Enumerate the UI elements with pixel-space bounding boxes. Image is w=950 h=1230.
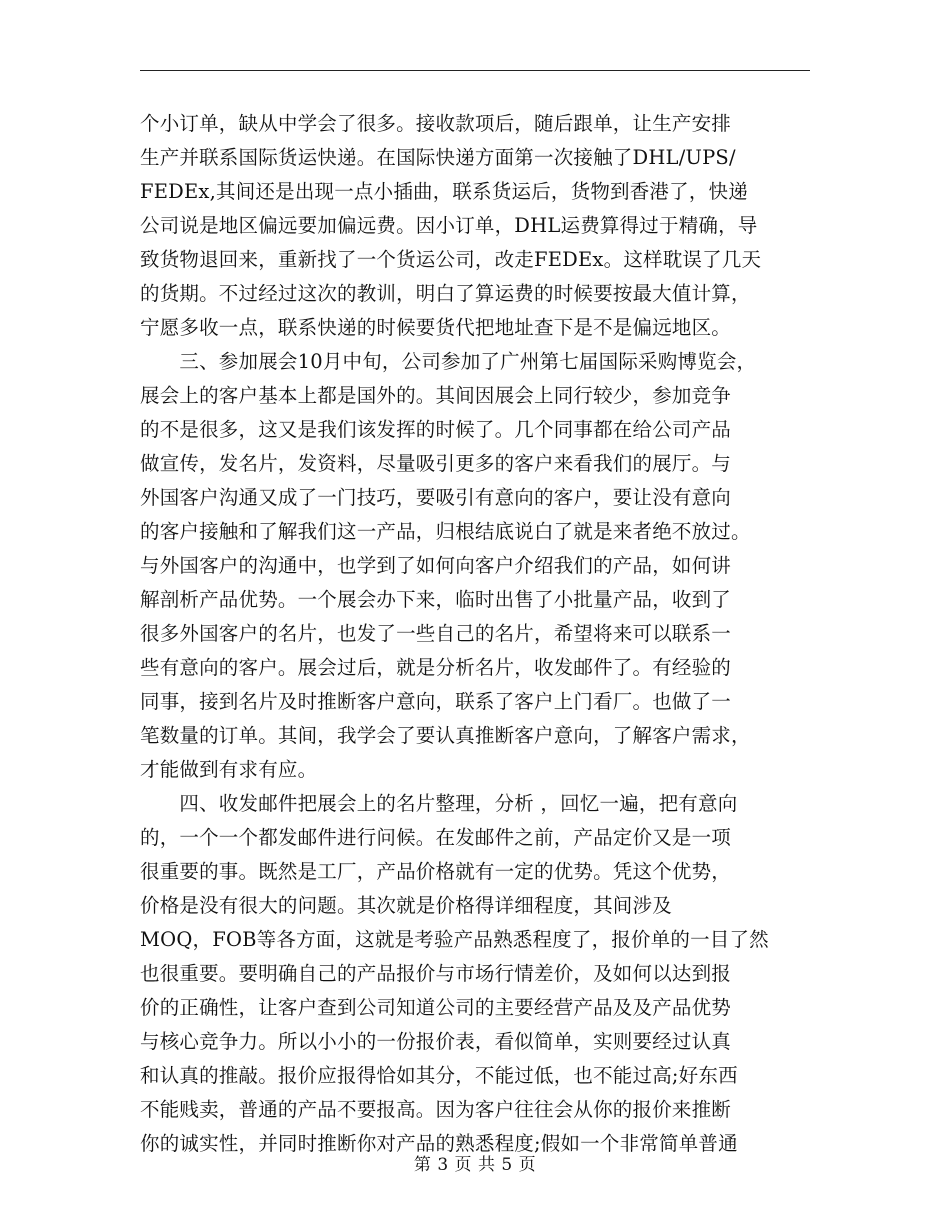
text-line-5: 致货物退回来，重新找了一个货运公司，改走FEDEx。这样耽误了几天 (140, 248, 762, 271)
text-line-18: 同事，接到名片及时推断客户意向，联系了客户上门看厂。也做了一 (140, 690, 732, 713)
text-line-21: 四、收发邮件把展会上的名片整理，分析 ，回忆一遍，把有意向 (140, 792, 738, 815)
text-line-1: 个小订单，缺从中学会了很多。接收款项后，随后跟单，让生产安排 (140, 112, 732, 135)
text-line-7: 宁愿多收一点，联系快递的时候要货代把地址查下是不是偏远地区。 (140, 316, 732, 339)
text-line-24: 价格是没有很大的问题。其次就是价格得详细程度，其间涉及 (140, 894, 672, 917)
text-line-17: 些有意向的客户。展会过后，就是分析名片，收发邮件了。有经验的 (140, 656, 732, 679)
text-line-15: 解剖析产品优势。一个展会办下来，临时出售了小批量产品，收到了 (140, 588, 732, 611)
text-line-23: 很重要的事。既然是工厂，产品价格就有一定的优势。凭这个优势， (140, 860, 732, 883)
text-line-2: 生产并联系国际货运快递。在国际快递方面第一次接触了DHL/UPS/ (140, 146, 736, 169)
text-line-11: 做宣传，发名片，发资料，尽量吸引更多的客户来看我们的展厅。与 (140, 452, 732, 475)
text-line-8: 三、参加展会10月中旬，公司参加了广州第七届国际采购博览会， (140, 350, 757, 373)
text-line-16: 很多外国客户的名片，也发了一些自己的名片，希望将来可以联系一 (140, 622, 732, 645)
text-line-10: 的不是很多，这又是我们该发挥的时候了。几个同事都在给公司产品 (140, 418, 732, 441)
text-line-31: 你的诚实性，并同时推断你对产品的熟悉程度;假如一个非常简单普通 (140, 1132, 738, 1155)
text-line-28: 与核心竞争力。所以小小的一份报价表，看似简单，实则要经过认真 (140, 1030, 732, 1053)
text-line-4: 公司说是地区偏远要加偏远费。因小订单，DHL运费算得过于精确，导 (140, 214, 758, 237)
text-line-12: 外国客户沟通又成了一门技巧，要吸引有意向的客户，要让没有意向 (140, 486, 732, 509)
text-line-13: 的客户接触和了解我们这一产品，归根结底说白了就是来者绝不放过。 (140, 520, 751, 543)
text-line-20: 才能做到有求有应。 (140, 758, 318, 781)
document-body (140, 107, 815, 1161)
text-line-9: 展会上的客户基本上都是国外的。其间因展会上同行较少，参加竞争 (140, 384, 732, 407)
text-line-25: MOQ，FOB等各方面，这就是考验产品熟悉程度了，报价单的一目了然 (140, 928, 769, 951)
text-line-26: 也很重要。要明确自己的产品报价与市场行情差价，及如何以达到报 (140, 962, 732, 985)
text-line-29: 和认真的推敲。报价应报得恰如其分，不能过低，也不能过高;好东西 (140, 1064, 738, 1087)
text-line-22: 的，一个一个都发邮件进行问候。在发邮件之前，产品定价又是一项 (140, 826, 732, 849)
page-number-footer: 第 3 页 共 5 页 (413, 1155, 537, 1175)
header-rule (140, 70, 810, 71)
text-line-6: 的货期。不过经过这次的教训，明白了算运费的时候要按最大值计算， (140, 282, 751, 305)
text-line-14: 与外国客户的沟通中，也学到了如何向客户介绍我们的产品，如何讲 (140, 554, 732, 577)
text-line-3: FEDEx,其间还是出现一点小插曲，联系货运后，货物到香港了，快递 (140, 180, 748, 203)
text-line-27: 价的正确性，让客户查到公司知道公司的主要经营产品及及产品优势 (140, 996, 732, 1019)
text-line-19: 笔数量的订单。其间，我学会了要认真推断客户意向，了解客户需求， (140, 724, 751, 747)
text-line-30: 不能贱卖，普通的产品不要报高。因为客户往往会从你的报价来推断 (140, 1098, 732, 1121)
